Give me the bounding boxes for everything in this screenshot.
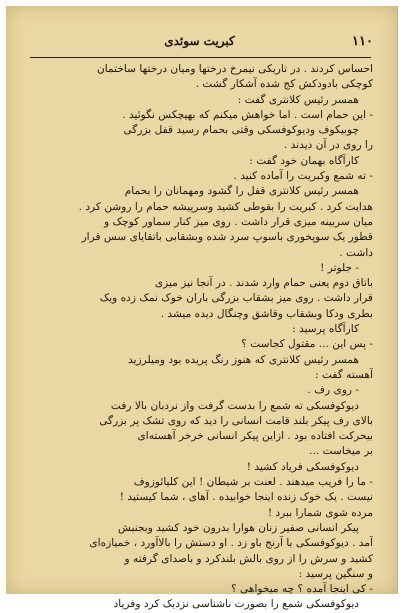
text-line: پیکر انسانی صفیر زنان هوارا بدرون خود کشید وبجنبش	[118, 521, 359, 534]
text-line: کوچکی بادودکش کج شده آشکار گشت .	[195, 78, 373, 91]
text-line: - پس این ... مقتول کجاست ؟	[241, 338, 373, 351]
text-line: هدایت کرد . کبریت را بقوطی کشید وسرپیشه حمام را روشن کرد .	[78, 200, 373, 213]
text-line: داشت .	[339, 246, 373, 259]
text-line: کشید و سرش را از روی بالش بلندکرد و باصدای گرفته و	[124, 552, 373, 565]
body-text	[28, 62, 373, 613]
text-line: احساس کردند . در تاریکی نیمرخ درختها ومیان درختها ساختمان	[97, 63, 373, 75]
page-header	[26, 34, 373, 56]
text-line: چوبیکوف ودیوکوفسکی وقتی بحمام رسید قفل بزرگی	[123, 124, 359, 137]
text-line: را روی در آن دیدند .	[283, 139, 373, 152]
text-line: مرده شوی شمارا ببرد !	[267, 506, 373, 519]
text-line: قطور یک سوپخوری باسوپ سرد شده وبشقابی باتقایای سس قرار	[81, 231, 373, 244]
text-line: - روی رف .	[307, 384, 359, 397]
text-line: و سنگین پرسید :	[298, 567, 373, 580]
book-page	[6, 6, 398, 611]
text-line: - جلوتر !	[320, 261, 359, 274]
text-line: آمد . دیوکوفسکی با آرنج باو زد . او دستش را بالاآورد ، خمیازه‌ای	[89, 537, 373, 550]
text-line: آهسته گفت :	[315, 368, 373, 381]
text-line: بطری ودکا وبشقاب وقاشق وچنگال دیده میشد .	[160, 307, 373, 320]
text-line: - ته شمع وکبریت را آماده کنید .	[233, 170, 373, 183]
text-line: میان سربینه میزی قرار داشت . روی میز کنار سماور کوچک و	[104, 215, 373, 228]
text-line: همسر رئیس کلانتری گفت :	[237, 93, 359, 106]
text-line: دیوکوفسکی شمع را بصورت ناشناسی نزدیک کرد وفریاد	[113, 598, 359, 611]
text-line: باتاق دوم یعنی حمام وارد شدند . در آنجا نیز میزی	[154, 277, 373, 290]
text-line: همسر رئیس کلانتری قفل را گشود ومهمانان را بحمام	[124, 185, 359, 198]
text-line: بر میخاست ...	[309, 445, 373, 458]
text-line: دیوکوفسکی فریاد کشید !	[246, 460, 359, 473]
text-line: کارآگاه بهمان خود گفت :	[249, 154, 359, 167]
text-line: - کی اینجا آمده ؟ چه میخواهی ؟	[231, 583, 373, 596]
text-line: نیست . یک خوک زنده اینجا خوابیده . آهای ، شما کیستید !	[119, 491, 373, 504]
text-line: دیوکوفسکی ته شمع را بدست گرفت واز نردبان بالا رفت	[110, 399, 359, 412]
text-line: بیحرکت افتاده بود . ازاین پیکر انسانی خرخر آهسته‌ای	[137, 430, 373, 443]
text-line: بالای رف پیکر بلند قامت انسانی را دید که روی تشک پر بزرگی	[99, 414, 373, 427]
text-line: کارآگاه پرسید :	[292, 323, 359, 336]
running-title: کبریت سوئدی	[164, 34, 235, 48]
text-line: همسر رئیس کلانتری که هنوز رنگ پریده بود ومیلرزید	[128, 353, 359, 366]
text-line: - ما را فریب میدهند . لعنت بر شیطان ! این کلیائوزوف	[133, 476, 373, 489]
header-rule	[30, 57, 371, 58]
page-number: ۱۱۰	[352, 34, 373, 49]
text-line: قرار داشت . روی میز بشقاب بزرگی باران خوک نمک زده ویک	[99, 292, 373, 305]
text-line: - این حمام است . اما خواهش میکنم که بهیچکس نگوئید .	[122, 108, 373, 121]
